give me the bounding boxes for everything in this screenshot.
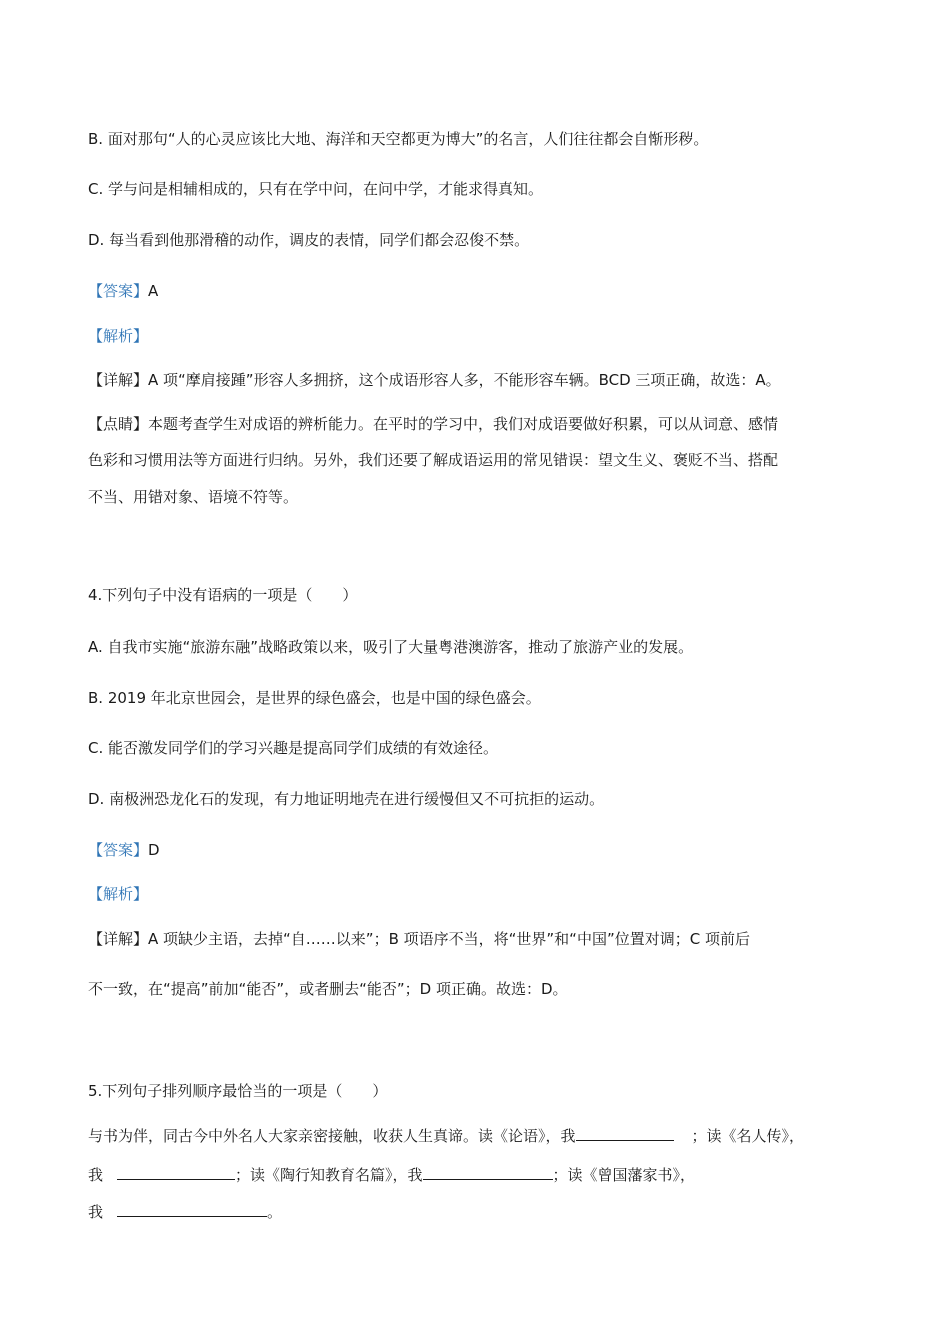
answer-blank [117,1200,267,1217]
q5-passage-line2 [88,1163,870,1186]
q3-answer [88,280,870,302]
q5-text: 。 [267,1203,283,1221]
q4-option-a: A. 自我市实施“旅游东融”战略政策以来，吸引了大量粤港澳游客，推动了旅游产业的发展。 [88,638,694,656]
q4-analysis-tag: 【解析】 [88,885,149,903]
q4-stem: 4.下列句子中没有语病的一项是（ ） [88,586,358,604]
q3-detail: 【详解】A 项“摩肩接踵”形容人多拥挤，这个成语形容人多，不能形容车辆。BCD 三项正确，故选：A。 [88,371,781,389]
q5-text: ；读《曾国藩家书》， [552,1166,696,1184]
q5-text: 我 [88,1203,104,1221]
q3-option-d: D. 每当看到他那滑稽的动作，调皮的表情，同学们都会忍俊不禁。 [88,231,530,249]
q3-option-c: C. 学与问是相辅相成的，只有在学中问，在问中学，才能求得真知。 [88,180,544,198]
q5-passage-line1 [88,1124,870,1147]
q3-option-b: B. 面对那句“人的心灵应该比大地、海洋和天空都更为博大”的名言，人们往往都会自惭形秽。 [88,130,709,148]
answer-blank [423,1163,553,1180]
q5-text: ；读《名人传》， [691,1127,805,1145]
q3-point-line2: 色彩和习惯用法等方面进行归纳。另外，我们还要了解成语运用的常见错误：望文生义、褒贬不当、搭配 [88,451,779,469]
q4-answer [88,839,870,861]
q3-analysis-tag: 【解析】 [88,327,149,345]
q5-stem: 5.下列句子排列顺序最恰当的一项是（ ） [88,1082,388,1100]
q5-text: 我 [88,1166,104,1184]
answer-tag: 【答案】 [88,282,149,300]
q5-text: 与书为伴，同古今中外名人大家亲密接触，收获人生真谛。读《论语》，我 [88,1127,576,1145]
answer-value: D [148,841,160,859]
answer-value: A [148,282,159,300]
q4-option-c: C. 能否激发同学们的学习兴趣是提高同学们成绩的有效途径。 [88,739,499,757]
q4-detail-line2: 不一致，在“提高”前加“能否”，或者删去“能否”；D 项正确。故选：D。 [88,980,568,998]
q5-text: ；读《陶行知教育名篇》，我 [235,1166,423,1184]
q4-option-b: B. 2019 年北京世园会，是世界的绿色盛会，也是中国的绿色盛会。 [88,689,541,707]
answer-tag: 【答案】 [88,841,149,859]
q3-point-line1: 【点睛】本题考查学生对成语的辨析能力。在平时的学习中，我们对成语要做好积累，可以从词意、感情 [88,415,779,433]
answer-blank [576,1124,674,1141]
q5-passage-line3 [88,1200,870,1223]
q4-option-d: D. 南极洲恐龙化石的发现，有力地证明地壳在进行缓慢但又不可抗拒的运动。 [88,790,605,808]
q3-point-line3: 不当、用错对象、语境不符等。 [88,488,299,506]
q4-detail-line1: 【详解】A 项缺少主语，去掉“自……以来”；B 项语序不当，将“世界”和“中国”位置对调；C 项前后 [88,930,750,948]
answer-blank [117,1163,235,1180]
